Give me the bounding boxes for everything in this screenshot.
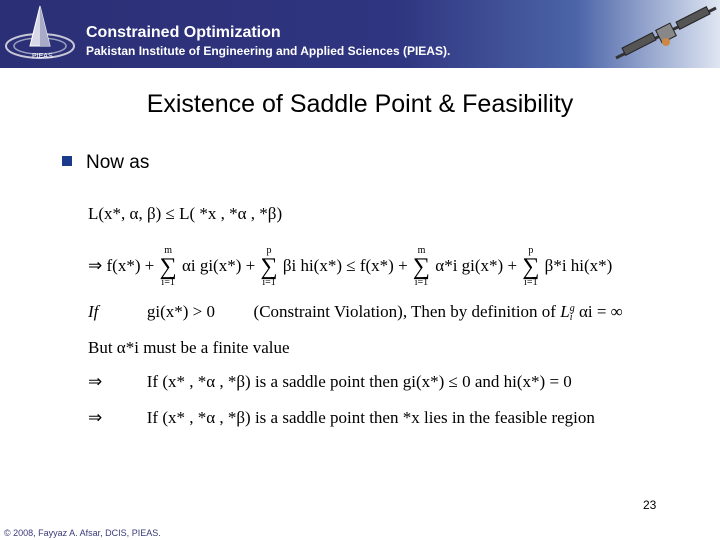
line2-sum4: β*i hi(x*) <box>544 255 613 275</box>
line2-lhs: ⇒ f(x*) <box>88 255 141 275</box>
line3-cond: gi(x*) > 0 <box>146 302 216 321</box>
implies-symbol: ⇒ <box>88 408 103 427</box>
bullet-text: Now as <box>86 152 150 173</box>
line6-text: If (x* , *α , *β) is a saddle point then *x lies in the feasible region <box>146 408 595 427</box>
math-line-1: L(x*, α, β) ≤ L( *x , *α , *β) <box>88 204 283 223</box>
line2-sum2: βi hi(x*) <box>282 255 342 275</box>
header-title: Constrained Optimization <box>86 24 281 41</box>
line2-sum1: αi gi(x*) <box>181 255 242 275</box>
sum-symbol: p ∑ i=1 <box>522 245 540 288</box>
math-line-6 <box>88 408 595 428</box>
header-subtitle: Pakistan Institute of Engineering and Applied Sciences (PIEAS). <box>86 44 451 58</box>
line5-text: If (x* , *α , *β) is a saddle point then gi(x*) ≤ 0 and hi(x*) = 0 <box>146 372 572 391</box>
sum-symbol: m ∑ i=1 <box>412 245 431 288</box>
footer-copyright: © 2008, Fayyaz A. Afsar, DCIS, PIEAS. <box>4 528 161 538</box>
line3-alpha: αi = ∞ <box>578 302 623 321</box>
line3-L: L <box>560 302 570 321</box>
slide-title: Existence of Saddle Point & Feasibility <box>146 90 574 118</box>
bullet-item <box>62 152 149 174</box>
logo-text: PIEAS <box>32 53 53 60</box>
line3-paren: (Constraint Violation), <box>253 302 408 321</box>
page-number: 23 <box>643 498 657 512</box>
line2-sum3: α*i gi(x*) <box>435 255 504 275</box>
implies-symbol: ⇒ <box>88 372 103 391</box>
math-line-4: But α*i must be a finite value <box>88 338 290 357</box>
math-line-3: If gi(x*) > 0 (Constraint Violation), Then by definition of L g i αi = ∞ <box>88 302 623 324</box>
pieas-logo <box>4 2 76 66</box>
math-line-2: ⇒ f(x*) + m ∑ i=1 αi gi(x*) + p ∑ i=1 βi hi(x*) ≤ f(x*) + m ∑ i=1 α*i gi(x*) + p ∑ i=1 β*i hi(x*) <box>88 245 613 288</box>
sum-symbol: m ∑ i=1 <box>159 245 177 288</box>
square-bullet-icon <box>62 156 72 166</box>
math-line-5 <box>88 372 572 392</box>
line3-then: Then by definition of <box>411 302 556 321</box>
satellite-icon <box>612 0 720 68</box>
header-bar <box>0 0 720 68</box>
line3-if: If <box>88 302 99 321</box>
line2-rhs: ≤ f(x*) <box>346 255 394 275</box>
sum-symbol: p ∑ i=1 <box>260 245 278 288</box>
